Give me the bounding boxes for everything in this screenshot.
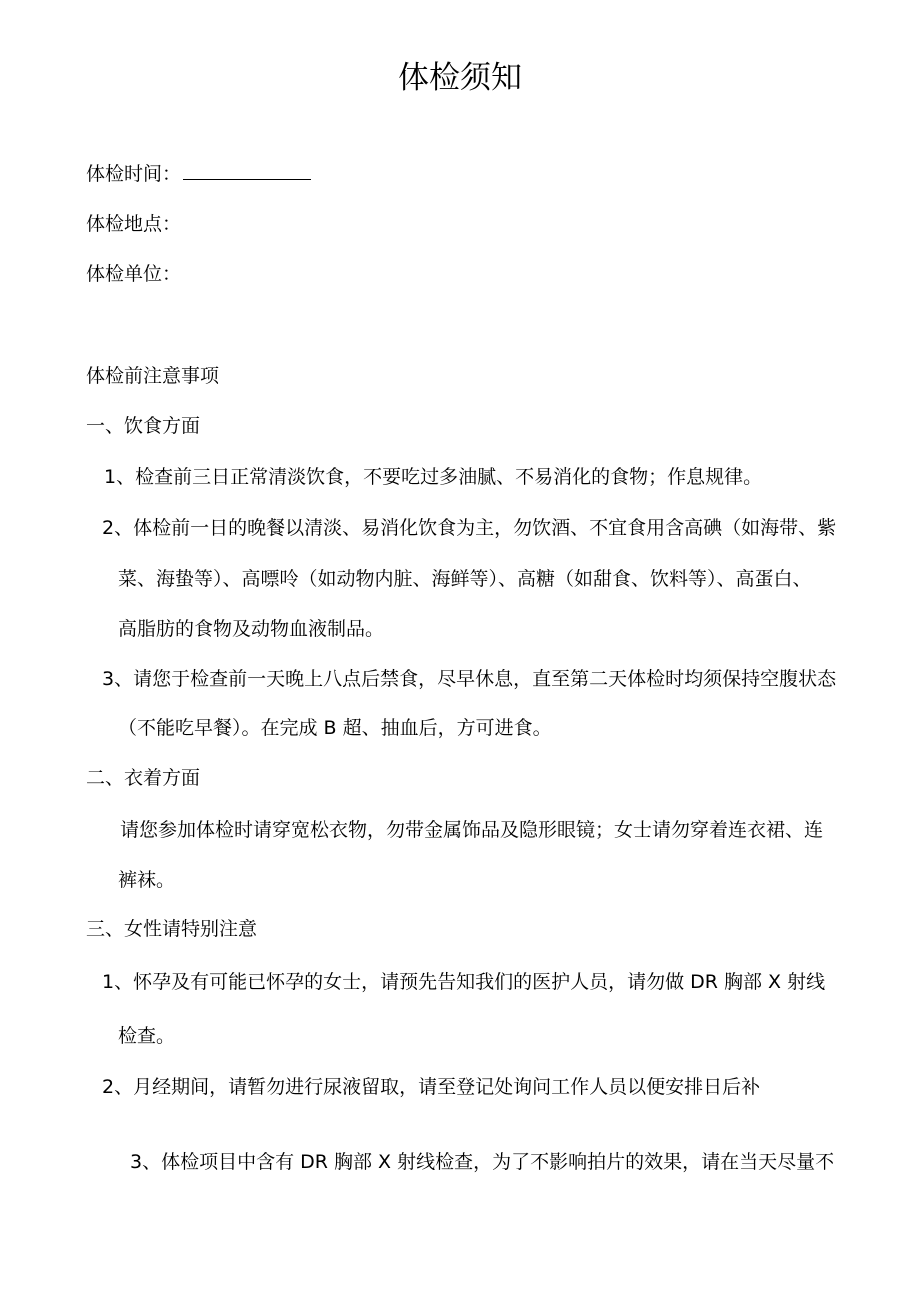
diet-item-2-line-2: 菜、海蛰等）、高嘌呤（如动物内脏、海鲜等）、高糖（如甜食、饮料等）、高蛋白、 xyxy=(118,568,812,590)
female-item-1-line-1: 1、怀孕及有可能已怀孕的女士，请预先告知我们的医护人员，请勿做 DR 胸部 X 射线 xyxy=(102,971,826,993)
female-item-1-line-2: 检查。 xyxy=(118,1025,176,1047)
female-item-2: 2、月经期间，请暂勿进行尿液留取，请至登记处询问工作人员以便安排日后补 xyxy=(102,1076,761,1098)
diet-item-3-line-1: 3、请您于检查前一天晚上八点后禁食，尽早休息，直至第二天体检时均须保持空腹状态 xyxy=(102,668,837,690)
diet-item-1: 1、检查前三日正常清淡饮食，不要吃过多油腻、不易消化的食物；作息规律。 xyxy=(104,466,763,488)
section-heading-clothing: 二、衣着方面 xyxy=(86,767,201,789)
female-item-3: 3、体检项目中含有 DR 胸部 X 射线检查，为了不影响拍片的效果，请在当天尽量不 xyxy=(130,1151,835,1173)
section-heading-female: 三、女性请特别注意 xyxy=(86,918,258,940)
clothing-text-line-1: 请您参加体检时请穿宽松衣物，勿带金属饰品及隐形眼镜；女士请勿穿着连衣裙、连 xyxy=(120,819,824,841)
diet-item-2-line-3: 高脂肪的食物及动物血液制品。 xyxy=(118,618,385,640)
exam-unit-label: 体检单位： xyxy=(86,263,182,285)
section-heading-diet: 一、饮食方面 xyxy=(86,415,201,437)
exam-time-blank xyxy=(183,163,311,180)
exam-time-label: 体检时间： xyxy=(86,163,182,185)
exam-time-field xyxy=(86,162,311,186)
document-title: 体检须知 xyxy=(398,60,522,96)
clothing-text-line-2: 裤袜。 xyxy=(118,869,176,891)
diet-item-2-line-1: 2、体检前一日的晚餐以清淡、易消化饮食为主，勿饮酒、不宜食用含高碘（如海带、紫 xyxy=(102,517,837,539)
exam-location-label: 体检地点： xyxy=(86,213,182,235)
precautions-heading: 体检前注意事项 xyxy=(86,365,220,387)
diet-item-3-line-2: （不能吃早餐）。在完成 B 超、抽血后，方可进食。 xyxy=(118,717,552,739)
